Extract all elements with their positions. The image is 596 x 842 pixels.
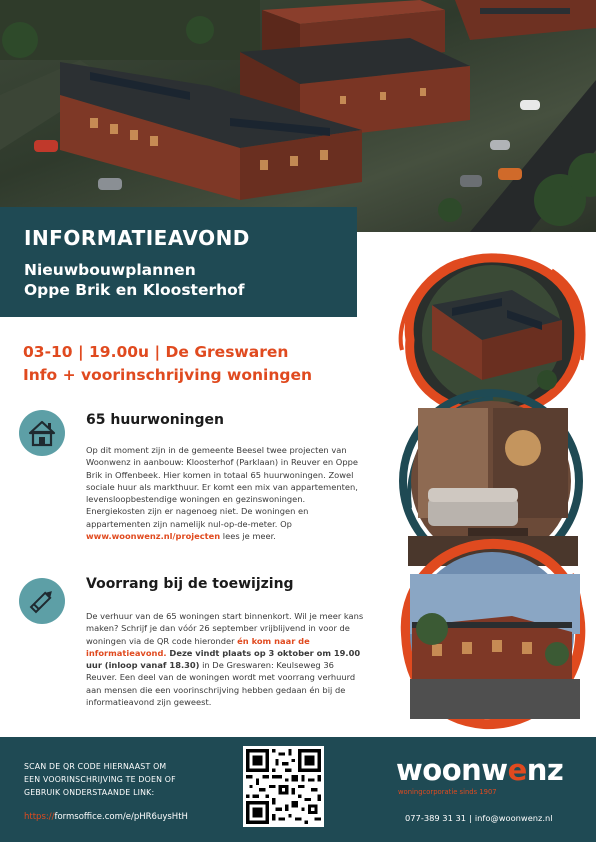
registration-link[interactable] [24, 812, 188, 822]
projects-link[interactable]: www.woonwenz.nl/projecten [86, 531, 221, 542]
logo-text-part-1: woonw [396, 753, 508, 787]
event-date-line: 03-10 | 19.00u | De Greswaren [23, 343, 289, 361]
section-title-priority: Voorrang bij de toewijzing [86, 576, 294, 592]
email-address[interactable]: info@woonwenz.nl [474, 813, 553, 823]
contact-info [405, 813, 553, 823]
house-icon [19, 410, 65, 456]
section2-highlight: én kom naar de informatieavond. [86, 635, 310, 658]
registration-link-protocol: https:// [24, 812, 55, 822]
phone-number[interactable]: 077-389 31 31 [405, 813, 467, 823]
footer-text-line-3: GEBRUIK ONDERSTAANDE LINK: [24, 788, 155, 797]
section-title-rental-homes: 65 huurwoningen [86, 412, 224, 428]
logo-tagline: woningcorporatie sinds 1907 [398, 788, 497, 796]
banner-title: INFORMATIEAVOND [24, 226, 250, 250]
woonwenz-logo [396, 753, 563, 787]
section1-link-prefix: Op [280, 518, 292, 529]
section-body-priority [86, 610, 366, 708]
footer-text-line-2: EEN VOORINSCHRIJVING TE DOEN OF [24, 775, 176, 784]
footer-text-line-1: SCAN DE QR CODE HIERNAAST OM [24, 762, 167, 771]
section-body-rental-homes [86, 444, 366, 542]
section2-text-part-2: in De Greswaren: Keulseweg 36 Reuver. Een deel van de woningen wordt met voorrang verhuurd aan mensen die een voorinschrijving hebben gedaan én bij de informatieavond zijn geweest. [86, 660, 356, 708]
logo-text-part-2: nz [526, 753, 564, 787]
event-info-line: Info + voorinschrijving woningen [23, 366, 313, 384]
contact-separator: | [469, 813, 472, 823]
hero-aerial-photo [0, 0, 596, 232]
pencil-icon [19, 578, 65, 624]
section2-text-part-1: De verhuur van de 65 woningen start binnenkort. Wil je meer kans maken? Schrijf je dan vóór 26 september vrijblijvend in voor de woningen via de QR code hieronder [86, 611, 364, 646]
section1-link-suffix: lees je meer. [220, 531, 276, 542]
registration-link-url: formsoffice.com/e/pHR6uysHtH [54, 812, 188, 822]
qr-code[interactable] [243, 746, 324, 827]
section1-intro-text: Op dit moment zijn in de gemeente Beesel twee projecten van Woonwenz in aanbouw: Kloosterhof (Parklaan) in Reuver en Oppe Brik in Offenbeek. Hier komen in totaal 65 huurwoningen. Zowel sociale huur als markthuur. Er komt een mix van appartementen, levensloopbestendige woningen en gezinswoningen. Energiekosten zijn er nagenoeg niet. De woningen en appartementen zijn namelijk nul-op-de-meter. [86, 445, 358, 529]
banner-subtitle-line-2: Oppe Brik en Kloosterhof [24, 281, 245, 299]
logo-accent: e [507, 753, 527, 787]
section2-bold-text: Deze vindt plaats op 3 oktober om 19.00 uur (inloop vanaf 18.30) [86, 647, 361, 671]
photo-circle-street [392, 534, 590, 734]
banner-subtitle-line-1: Nieuwbouwplannen [24, 261, 196, 279]
